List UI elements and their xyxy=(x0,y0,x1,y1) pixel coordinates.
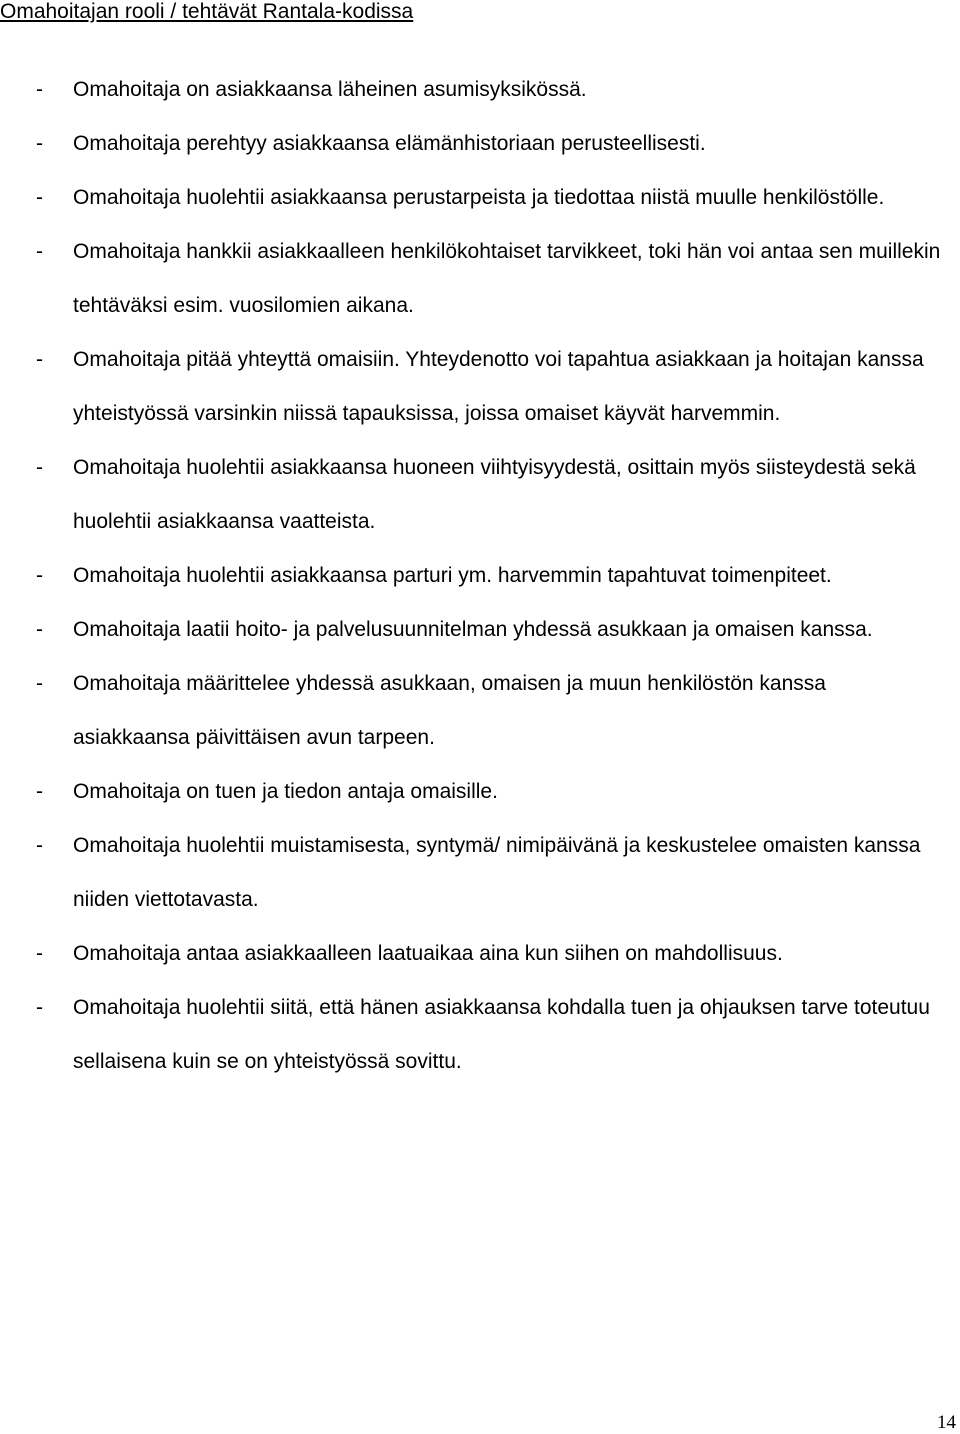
list-item xyxy=(36,927,948,981)
bullet-dash: - xyxy=(36,240,43,263)
list-item xyxy=(36,117,948,171)
list-item-text: Omahoitaja huolehtii muistamisesta, syntymä/ nimipäivänä ja keskustelee omaisten kanssa niiden viettotavasta. xyxy=(73,834,921,911)
list-item-text: Omahoitaja antaa asiakkaalleen laatuaikaa aina kun siihen on mahdollisuus. xyxy=(73,942,783,965)
list-item xyxy=(36,549,948,603)
bullet-dash: - xyxy=(36,132,43,155)
duties-list xyxy=(36,63,948,1089)
bullet-dash: - xyxy=(36,78,43,101)
list-item-text: Omahoitaja perehtyy asiakkaansa elämänhistoriaan perusteellisesti. xyxy=(73,132,706,155)
list-item xyxy=(36,819,948,927)
list-item xyxy=(36,441,948,549)
list-item-text: Omahoitaja on tuen ja tiedon antaja omaisille. xyxy=(73,780,498,803)
list-item-text: Omahoitaja huolehtii siitä, että hänen asiakkaansa kohdalla tuen ja ohjauksen tarve toteutuu sellaisena kuin se on yhteistyössä sovittu. xyxy=(73,996,930,1073)
list-item xyxy=(36,981,948,1089)
bullet-dash: - xyxy=(36,456,43,479)
list-item xyxy=(36,657,948,765)
list-item xyxy=(36,171,948,225)
list-item xyxy=(36,225,948,333)
list-item-text: Omahoitaja huolehtii asiakkaansa parturi ym. harvemmin tapahtuvat toimenpiteet. xyxy=(73,564,832,587)
list-item-text: Omahoitaja pitää yhteyttä omaisiin. Yhteydenotto voi tapahtua asiakkaan ja hoitajan kanssa yhteistyössä varsinkin niissä tapauksissa, joissa omaiset käyvät harvemmin. xyxy=(73,348,924,425)
list-item-text: Omahoitaja huolehtii asiakkaansa huoneen viihtyisyydestä, osittain myös siisteydestä sekä huolehtii asiakkaansa vaatteista. xyxy=(73,456,916,533)
page-number: 14 xyxy=(937,1412,956,1433)
bullet-dash: - xyxy=(36,186,43,209)
bullet-dash: - xyxy=(36,348,43,371)
page-title: Omahoitajan rooli / tehtävät Rantala-kodissa xyxy=(0,0,414,23)
list-item-text: Omahoitaja määrittelee yhdessä asukkaan, omaisen ja muun henkilöstön kanssa asiakkaansa päivittäisen avun tarpeen. xyxy=(73,672,826,749)
list-item-text: Omahoitaja hankkii asiakkaalleen henkilökohtaiset tarvikkeet, toki hän voi antaa sen muillekin tehtäväksi esim. vuosilomien aikana. xyxy=(73,240,941,317)
bullet-dash: - xyxy=(36,780,43,803)
list-item-text: Omahoitaja on asiakkaansa läheinen asumisyksikössä. xyxy=(73,78,587,101)
bullet-dash: - xyxy=(36,834,43,857)
bullet-dash: - xyxy=(36,672,43,695)
bullet-dash: - xyxy=(36,618,43,641)
list-item-text: Omahoitaja laatii hoito- ja palvelusuunnitelman yhdessä asukkaan ja omaisen kanssa. xyxy=(73,618,873,641)
list-item-text: Omahoitaja huolehtii asiakkaansa perustarpeista ja tiedottaa niistä muulle henkilöstölle. xyxy=(73,186,885,209)
bullet-dash: - xyxy=(36,564,43,587)
list-item xyxy=(36,63,948,117)
list-item xyxy=(36,603,948,657)
bullet-dash: - xyxy=(36,996,43,1019)
list-item xyxy=(36,765,948,819)
bullet-dash: - xyxy=(36,942,43,965)
list-item xyxy=(36,333,948,441)
